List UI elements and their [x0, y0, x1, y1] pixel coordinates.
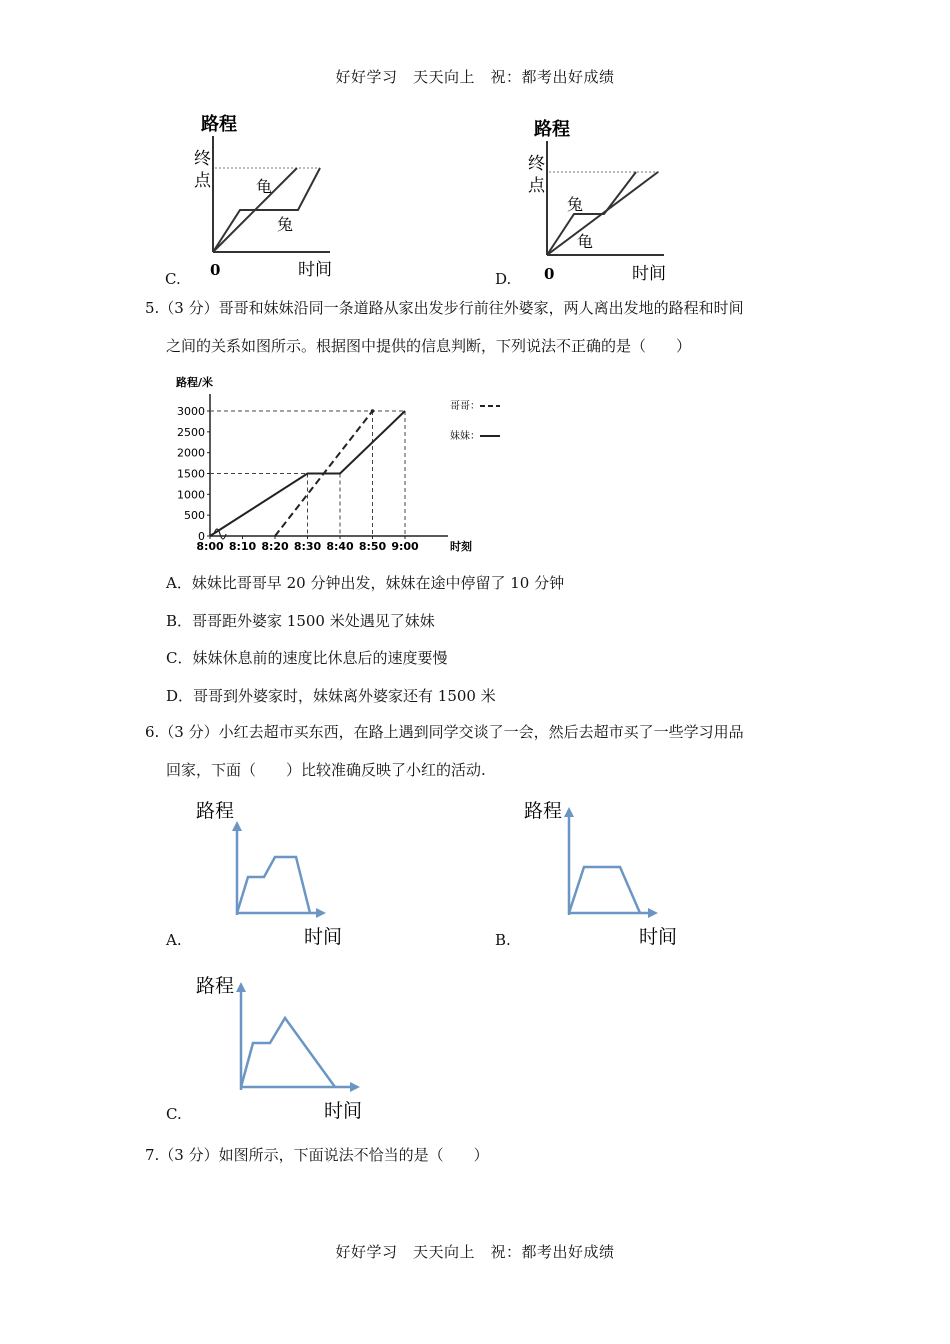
q6-option-a-label: A.: [166, 931, 182, 949]
chart-legend: [450, 399, 500, 442]
y-axis-label: 路程: [524, 800, 563, 822]
q4-option-d-label: D.: [495, 270, 512, 288]
activity-line: [237, 857, 310, 913]
y-tick-label: 500: [184, 509, 205, 523]
q6-graph-b: [518, 795, 688, 950]
x-tick-label: 8:20: [261, 540, 289, 553]
origin-label: 0: [210, 261, 221, 279]
y-axis-arrow: [564, 807, 574, 817]
q5-option-b: B．哥哥距外婆家 1500 米处遇见了妹妹: [166, 612, 435, 630]
rabbit-label: 兔: [277, 215, 294, 234]
origin-label: 0: [544, 265, 555, 283]
chart-xlabel: 时刻: [450, 540, 472, 553]
y-tick-label: 1500: [177, 467, 205, 481]
q5-option-c: C．妹妹休息前的速度比休息后的速度要慢: [166, 649, 448, 667]
y-axis-label: 路程: [196, 800, 235, 822]
x-tick-label: 8:30: [293, 540, 322, 553]
x-axis-label: 时间: [304, 926, 343, 948]
y-tick-label: 1000: [177, 488, 205, 502]
x-tick-label: 9:00: [391, 540, 419, 553]
x-tick-label: 8:50: [358, 540, 387, 553]
q4-graph-c: [160, 112, 350, 287]
x-axis-label: 时间: [639, 926, 678, 948]
q4-graph-d: [494, 115, 684, 287]
y-tick-label: 2000: [177, 446, 205, 460]
end-label-2: 点: [194, 171, 211, 191]
q6-option-c-label: C.: [166, 1105, 182, 1123]
q6-graph-c: [190, 970, 370, 1125]
q5-option-d: D．哥哥到外婆家时，妹妹离外婆家还有 1500 米: [166, 687, 496, 705]
y-axis-label: 路程: [201, 114, 237, 135]
q5-stem-line2: 之间的关系如图所示。根据图中提供的信息判断，下列说法不正确的是（ ）: [166, 337, 692, 355]
activity-line: [569, 867, 640, 913]
x-axis-arrow: [648, 908, 658, 918]
q6-stem-line2: 回家，下面（ ）比较准确反映了小红的活动.: [166, 761, 486, 779]
series-gege-end-point: [371, 409, 375, 413]
end-label-1: 终: [528, 154, 545, 174]
rabbit-label: 兔: [567, 195, 584, 214]
y-tick-label: 2500: [177, 425, 205, 439]
q6-option-b-label: B.: [495, 931, 511, 949]
x-axis-arrow: [350, 1082, 360, 1092]
q4-option-c-label: C.: [165, 270, 181, 288]
page-footer: 好好学习 天天向上 祝：都考出好成绩: [335, 1243, 615, 1261]
x-axis-label: 时间: [324, 1100, 363, 1122]
q6-graph-a: [190, 795, 350, 950]
y-axis-arrow: [236, 982, 246, 992]
turtle-label: 龟: [256, 177, 273, 196]
x-axis-label: 时间: [632, 264, 666, 284]
activity-line: [241, 1018, 335, 1087]
y-tick-label: 3000: [177, 405, 205, 418]
turtle-label: 龟: [577, 232, 594, 251]
chart-ylabel: 路程/米: [176, 376, 214, 389]
q5-option-a: A．妹妹比哥哥早 20 分钟出发，妹妹在途中停留了 10 分钟: [166, 574, 565, 592]
legend-label: 妹妹：: [450, 431, 480, 442]
q5-stem-line1: 5.（3 分）哥哥和妹妹沿同一条道路从家出发步行前往外婆家，两人离出发地的路程和时间: [145, 299, 744, 317]
x-axis-arrow: [316, 908, 326, 918]
y-tick-label: 0: [198, 530, 205, 543]
page-header: 好好学习 天天向上 祝：都考出好成绩: [335, 68, 615, 86]
x-tick-label: 8:00: [196, 540, 224, 553]
end-label-2: 点: [528, 176, 545, 196]
legend-label: 哥哥：: [450, 401, 480, 412]
y-axis-label: 路程: [196, 975, 235, 997]
x-axis-label: 时间: [298, 260, 332, 280]
q7-stem: 7.（3 分）如图所示，下面说法不恰当的是（ ）: [145, 1146, 489, 1164]
end-label-1: 终: [194, 149, 211, 169]
y-axis-arrow: [232, 821, 242, 831]
x-tick-label: 8:10: [228, 540, 257, 553]
y-axis-label: 路程: [534, 119, 570, 140]
q6-stem-line1: 6.（3 分）小红去超市买东西，在路上遇到同学交谈了一会，然后去超市买了一些学习用品: [145, 723, 744, 741]
q5-chart: [170, 370, 500, 556]
x-tick-label: 8:40: [326, 540, 354, 553]
